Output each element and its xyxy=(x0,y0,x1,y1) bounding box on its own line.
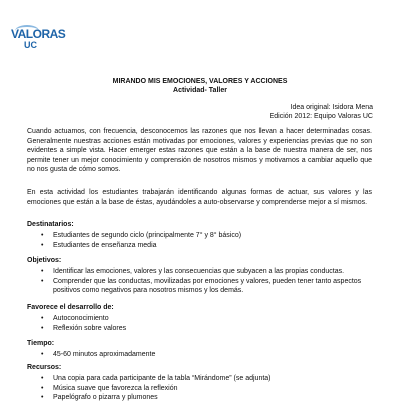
list-item-text: 45-60 minutos aproximadamente xyxy=(53,351,156,358)
section-title-recursos: Recursos: xyxy=(27,364,62,371)
list-item xyxy=(27,241,372,251)
list-tiempo xyxy=(27,350,372,360)
list-item-text: Comprender que las conductas, movilizadas por emociones y valores, pueden tener tanto aspectos positivos como negativos para nosotros mismos y los demás. xyxy=(53,277,362,295)
list-item-text: Estudiantes de segundo ciclo (principalmente 7° y 8° básico) xyxy=(53,232,242,239)
bullet-icon: • xyxy=(41,394,44,402)
bullet-icon: • xyxy=(41,351,44,358)
list-item xyxy=(27,314,372,324)
list-item-text: Identificar las emociones, valores y las consecuencias que subyacen a las propias conductas. xyxy=(53,268,345,275)
list-item-text: Reflexión sobre valores xyxy=(53,324,127,332)
list-item-text: Estudiantes de enseñanza media xyxy=(53,241,157,249)
bullet-icon: • xyxy=(41,268,44,275)
list-item xyxy=(27,384,372,394)
valoras-uc-logo xyxy=(11,25,66,61)
list-objetivos xyxy=(27,267,372,296)
logo-subtext: UC xyxy=(24,40,37,50)
intro-paragraph-2: En esta actividad los estudiantes trabajarán identificando algunas formas de actuar, sus valores y las emociones que están a la base de éstas, ayudándoles a auto-observarse y comprenderse mejor a sí mismos. xyxy=(27,189,372,206)
bullet-icon: • xyxy=(41,324,44,332)
list-item xyxy=(27,231,372,241)
bullet-icon: • xyxy=(41,232,44,239)
intro-paragraph-1: Cuando actuamos, con frecuencia, desconocemos las razones que nos llevan a hacer determinadas cosas. Generalmente nuestras acciones están motivadas por emociones, valores y experiencias previas que no son evidentes a simple vista. Hacer emerger estas razones que están a la base de nuestra manera de ser, nos permite tener un mejor conocimiento y comprensión de nosotros mismos y motivarnos a cambiar aquello que no nos gusta de cómo somos. xyxy=(27,128,372,174)
list-favorece xyxy=(27,314,372,333)
list-item-text: Una copia para cada participante de la tabla “Mirándome” (se adjunta) xyxy=(53,375,271,382)
bullet-icon: • xyxy=(41,384,44,392)
bullet-icon: • xyxy=(41,375,44,382)
list-item xyxy=(27,267,372,277)
bullet-icon: • xyxy=(41,241,44,249)
list-item-text: Papelógrafo o pizarra y plumones xyxy=(53,394,158,402)
logo-text: VALORAS xyxy=(11,27,66,41)
list-item xyxy=(27,350,372,360)
list-recursos xyxy=(27,374,372,403)
credit-edition: Edición 2012: Equipo Valoras UC xyxy=(269,113,373,120)
list-item xyxy=(27,277,372,296)
list-item-text: Música suave que favorezca la reflexión xyxy=(53,384,178,392)
list-destinatarios xyxy=(27,231,372,250)
credit-original-idea: Idea original: Isidora Mena xyxy=(290,104,373,111)
bullet-icon: • xyxy=(41,277,44,285)
section-title-tiempo: Tiempo: xyxy=(27,340,55,347)
document-subtitle: Actividad- Taller xyxy=(173,87,227,94)
section-title-objetivos: Objetivos: xyxy=(27,257,62,264)
list-item-text: Autoconocimiento xyxy=(53,315,109,322)
list-item xyxy=(27,374,372,384)
section-title-destinatarios: Destinatarios: xyxy=(27,221,74,228)
bullet-icon: • xyxy=(41,315,44,322)
list-item xyxy=(27,393,372,403)
document-title: MIRANDO MIS EMOCIONES, VALORES Y ACCIONES xyxy=(112,78,288,85)
section-title-favorece: Favorece el desarrollo de: xyxy=(27,304,114,311)
list-item xyxy=(27,324,372,334)
